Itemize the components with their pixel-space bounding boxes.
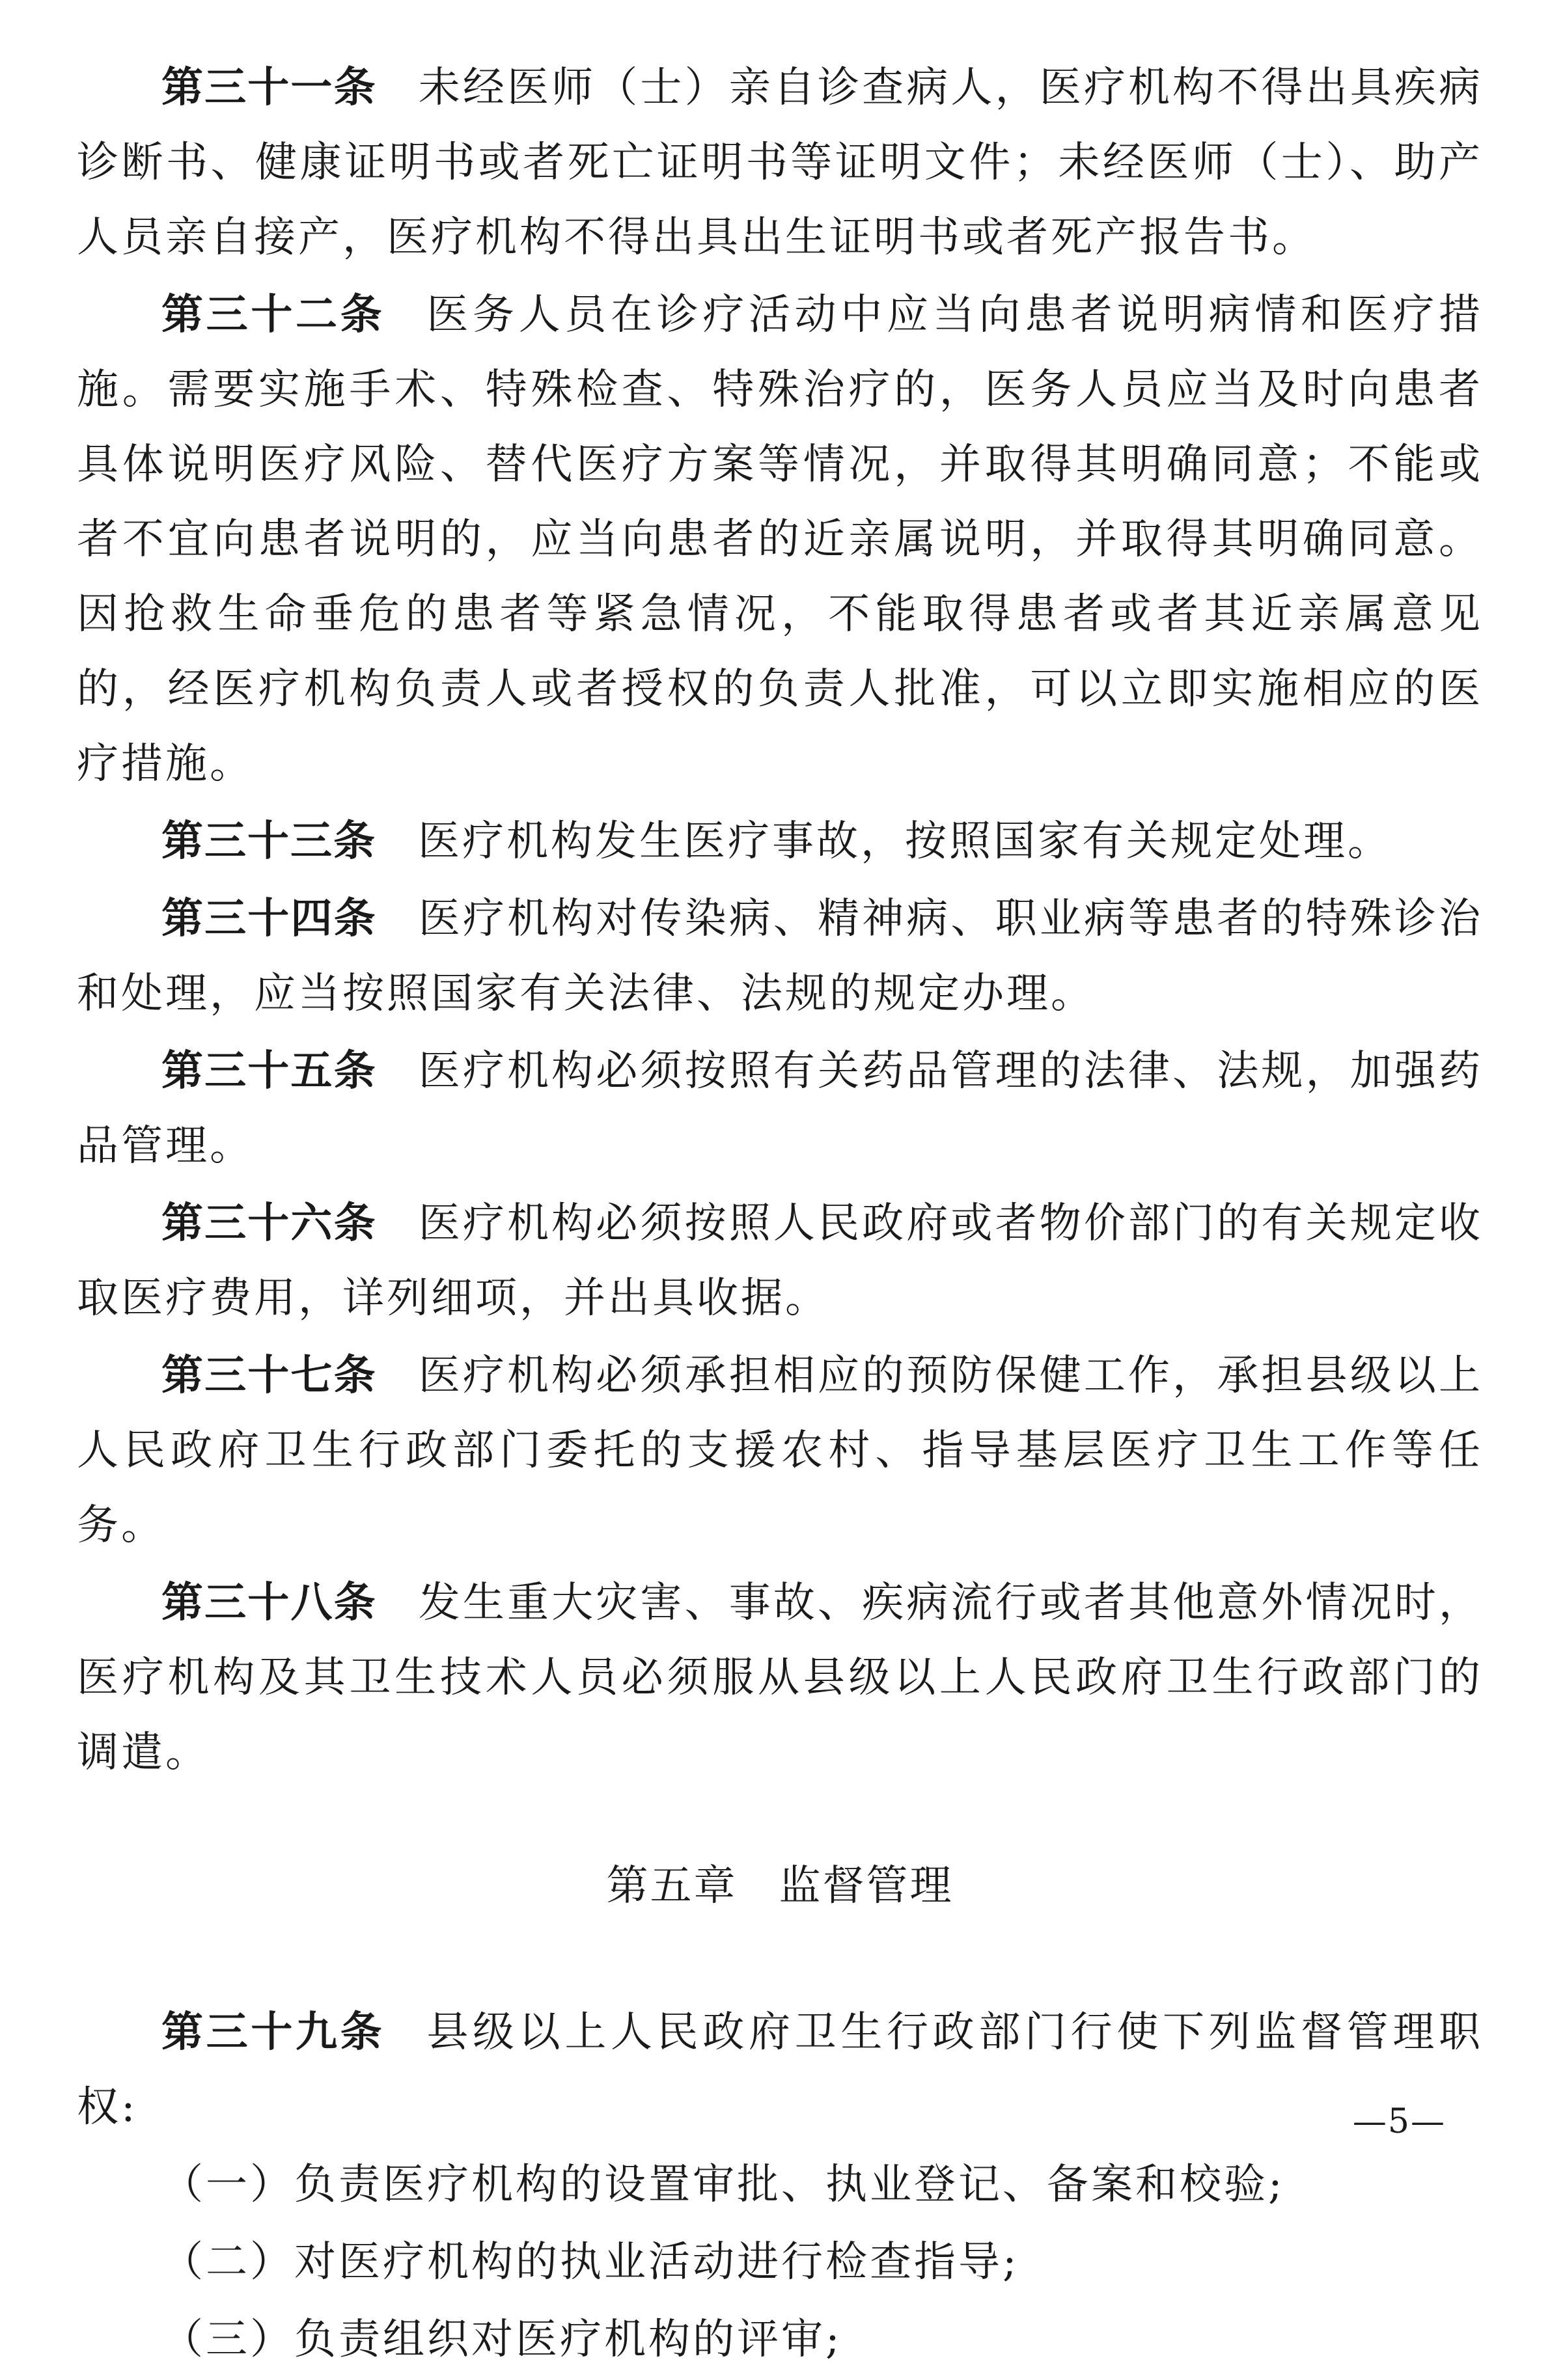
article-text: 医疗机构发生医疗事故，按照国家有关规定处理。 bbox=[418, 817, 1392, 866]
article-text: 医疗机构必须按照有关药品管理的法律、法规，加强药品管理。 bbox=[77, 1047, 1484, 1170]
document-body bbox=[77, 51, 1483, 2380]
article-label: 第三十三条 bbox=[161, 817, 376, 866]
article-label: 第三十二条 bbox=[161, 291, 385, 339]
article-32 bbox=[77, 278, 1483, 802]
list-item: （二）对医疗机构的执业活动进行检查指导; bbox=[161, 2238, 1019, 2286]
article-33 bbox=[77, 804, 1483, 879]
article-31 bbox=[77, 51, 1483, 275]
chapter-title: 监督管理 bbox=[779, 1862, 954, 1910]
article-35 bbox=[77, 1034, 1483, 1184]
article-text: 未经医师（士）亲自诊查病人，医疗机构不得出具疾病诊断书、健康证明书或者死亡证明书等证明文件；未经医师（士）、助产人员亲自接产，医疗机构不得出具出生证明书或者死产报告书。 bbox=[77, 64, 1484, 262]
list-item: （三）负责组织对医疗机构的评审; bbox=[161, 2316, 842, 2364]
article-text: 医务人员在诊疗活动中应当向患者说明病情和医疗措施。需要实施手术、特殊检查、特殊治疗的，医务人员应当及时向患者具体说明医疗风险、替代医疗方案等情况，并取得其明确同意；不能或者不宜向患者说明的，应当向患者的近亲属说明，并取得其明确同意。因抢救生命垂危的患者等紧急情况，不能取得患者或者其近亲属意见的，经医疗机构负责人或者授权的负责人批准，可以立即实施相应的医疗措施。 bbox=[77, 291, 1484, 788]
article-39 bbox=[77, 1995, 1483, 2145]
article-label: 第三十一条 bbox=[161, 64, 377, 112]
article-label: 第三十七条 bbox=[161, 1352, 377, 1400]
article-label: 第三十六条 bbox=[161, 1199, 377, 1248]
article-text: 发生重大灾害、事故、疾病流行或者其他意外情况时，医疗机构及其卫生技术人员必须服从县级以上人民政府卫生行政部门的调遣。 bbox=[77, 1579, 1484, 1777]
article-34 bbox=[77, 882, 1483, 1032]
article-text: 县级以上人民政府卫生行政部门行使下列监督管理职权: bbox=[77, 2008, 1484, 2131]
chapter-number: 第五章 bbox=[606, 1862, 738, 1910]
article-text: 医疗机构对传染病、精神病、职业病等患者的特殊诊治和处理，应当按照国家有关法律、法规的规定办理。 bbox=[77, 895, 1484, 1018]
article-text: 医疗机构必须承担相应的预防保健工作，承担县级以上人民政府卫生行政部门委托的支援农村、指导基层医疗卫生工作等任务。 bbox=[77, 1352, 1484, 1550]
page-number: —5— bbox=[1352, 2102, 1446, 2141]
article-label: 第三十四条 bbox=[161, 895, 377, 943]
list-item: （一）负责医疗机构的设置审批、执业登记、备案和校验; bbox=[161, 2161, 1285, 2209]
chapter-heading bbox=[77, 1849, 1483, 1924]
article-label: 第三十九条 bbox=[161, 2008, 385, 2057]
article-text: 医疗机构必须按照人民政府或者物价部门的有关规定收取医疗费用，详列细项，并出具收据。 bbox=[77, 1199, 1484, 1322]
article-38 bbox=[77, 1566, 1483, 1790]
article-label: 第三十八条 bbox=[161, 1579, 377, 1627]
article-37 bbox=[77, 1339, 1483, 1563]
article-36 bbox=[77, 1186, 1483, 1336]
article-label: 第三十五条 bbox=[161, 1047, 377, 1095]
